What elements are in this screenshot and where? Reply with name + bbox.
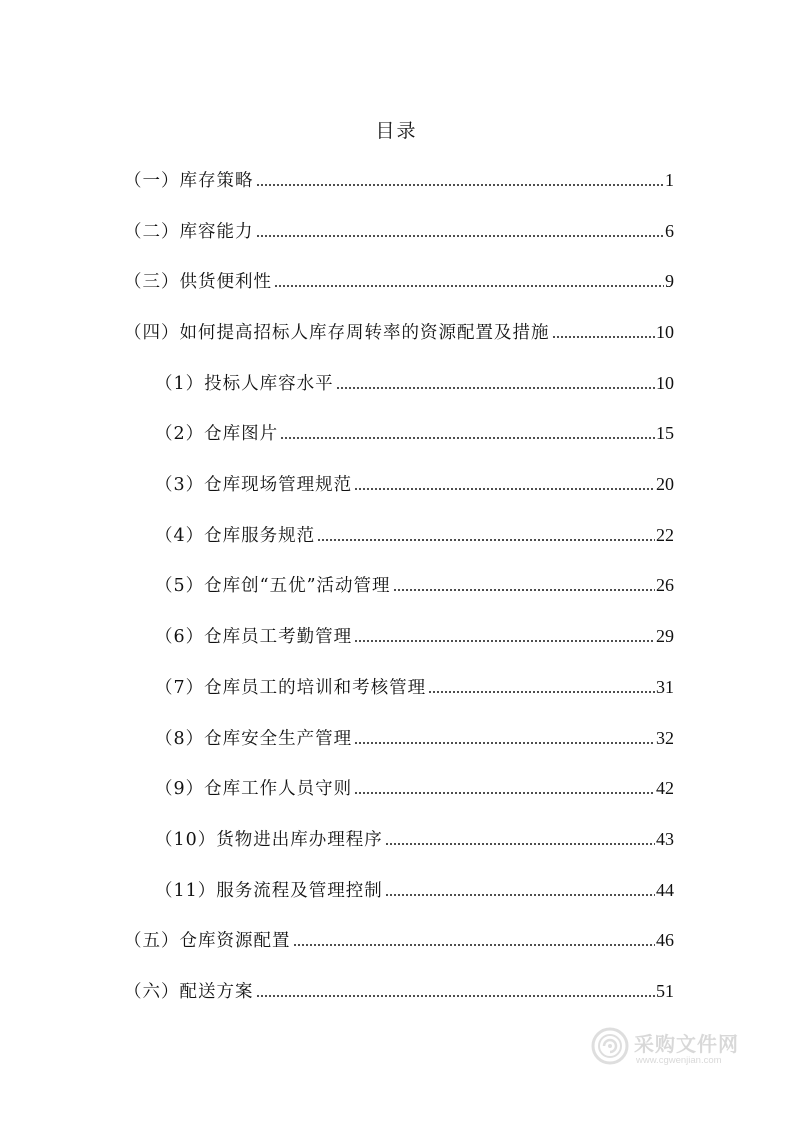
toc-entry-label: （三）供货便利性 (124, 272, 272, 292)
toc-entry[interactable] (155, 726, 674, 750)
toc-entry-page: 1 (665, 170, 674, 190)
toc-entry-label: （2）仓库图片 (155, 424, 279, 444)
toc-entry[interactable] (124, 928, 674, 952)
toc-entry-page: 44 (656, 880, 674, 900)
toc-dot-leader (256, 235, 665, 237)
toc-entry-page: 51 (656, 981, 674, 1001)
site-watermark (590, 1022, 750, 1072)
toc-dot-leader (336, 387, 655, 389)
toc-dot-leader (317, 539, 655, 541)
toc-entry-page: 46 (656, 930, 674, 950)
toc-entry-page: 42 (656, 778, 674, 798)
toc-entry[interactable] (155, 878, 674, 902)
toc-entry-page: 10 (656, 322, 674, 342)
toc-dot-leader (274, 285, 664, 287)
toc-entry-page: 31 (656, 677, 674, 697)
toc-dot-leader (256, 995, 656, 997)
toc-entry-label: （10）货物进出库办理程序 (155, 830, 383, 850)
toc-entry[interactable] (155, 827, 674, 851)
toc-entry-label: （8）仓库安全生产管理 (155, 729, 353, 749)
toc-dot-leader (393, 589, 655, 591)
watermark-site-name: 采购文件网 (634, 1032, 739, 1056)
toc-entry-page: 43 (656, 829, 674, 849)
toc-entry[interactable] (155, 472, 674, 496)
toc-dot-leader (354, 488, 655, 490)
toc-entry-page: 22 (656, 525, 674, 545)
toc-dot-leader (293, 944, 656, 946)
toc-entry-page: 15 (656, 423, 674, 443)
toc-entry-page: 20 (656, 474, 674, 494)
toc-entry[interactable] (155, 573, 674, 597)
toc-entry[interactable] (155, 624, 674, 648)
toc-entry-label: （3）仓库现场管理规范 (155, 475, 353, 495)
toc-dot-leader (354, 792, 655, 794)
watermark-url: www.cgwenjian.com (636, 1055, 722, 1066)
toc-dot-leader (385, 843, 655, 845)
toc-entry-label: （9）仓库工作人员守则 (155, 779, 353, 799)
toc-dot-leader (354, 640, 655, 642)
toc-dot-leader (256, 184, 665, 186)
toc-entry-label: （7）仓库员工的培训和考核管理 (155, 678, 427, 698)
toc-entry-page: 26 (656, 575, 674, 595)
toc-entry[interactable] (155, 371, 674, 395)
toc-entry[interactable] (124, 269, 674, 293)
toc-entry-label: （五）仓库资源配置 (124, 931, 291, 951)
toc-entry-page: 10 (656, 373, 674, 393)
toc-entry-label: （二）库容能力 (124, 222, 254, 242)
toc-entry-page: 6 (665, 221, 674, 241)
toc-entry-label: （六）配送方案 (124, 982, 254, 1002)
toc-dot-leader (385, 894, 655, 896)
toc-entry-label: （5）仓库创“五优”活动管理 (155, 576, 391, 596)
toc-entry-label: （6）仓库员工考勤管理 (155, 627, 353, 647)
toc-entry-page: 29 (656, 626, 674, 646)
toc-entry[interactable] (155, 523, 674, 547)
toc-dot-leader (428, 691, 655, 693)
toc-title: 目录 (375, 120, 418, 142)
toc-entry-label: （一）库存策略 (124, 171, 254, 191)
toc-entry[interactable] (124, 219, 674, 243)
toc-entry[interactable] (155, 776, 674, 800)
cgwenjian-logo-icon (590, 1026, 630, 1066)
toc-entry[interactable] (124, 979, 674, 1003)
toc-entry-label: （11）服务流程及管理控制 (155, 881, 383, 901)
toc-dot-leader (280, 437, 655, 439)
toc-entry-label: （1）投标人库容水平 (155, 374, 334, 394)
toc-entry[interactable] (155, 421, 674, 445)
toc-entry[interactable] (124, 168, 674, 192)
toc-entry-label: （4）仓库服务规范 (155, 526, 316, 546)
toc-entry-label: （四）如何提高招标人库存周转率的资源配置及措施 (124, 323, 550, 343)
toc-entry-page: 9 (665, 271, 674, 291)
toc-entry-page: 32 (656, 728, 674, 748)
toc-entry[interactable] (155, 675, 674, 699)
toc-dot-leader (552, 336, 656, 338)
toc-dot-leader (354, 742, 655, 744)
toc-entry[interactable] (124, 320, 674, 344)
